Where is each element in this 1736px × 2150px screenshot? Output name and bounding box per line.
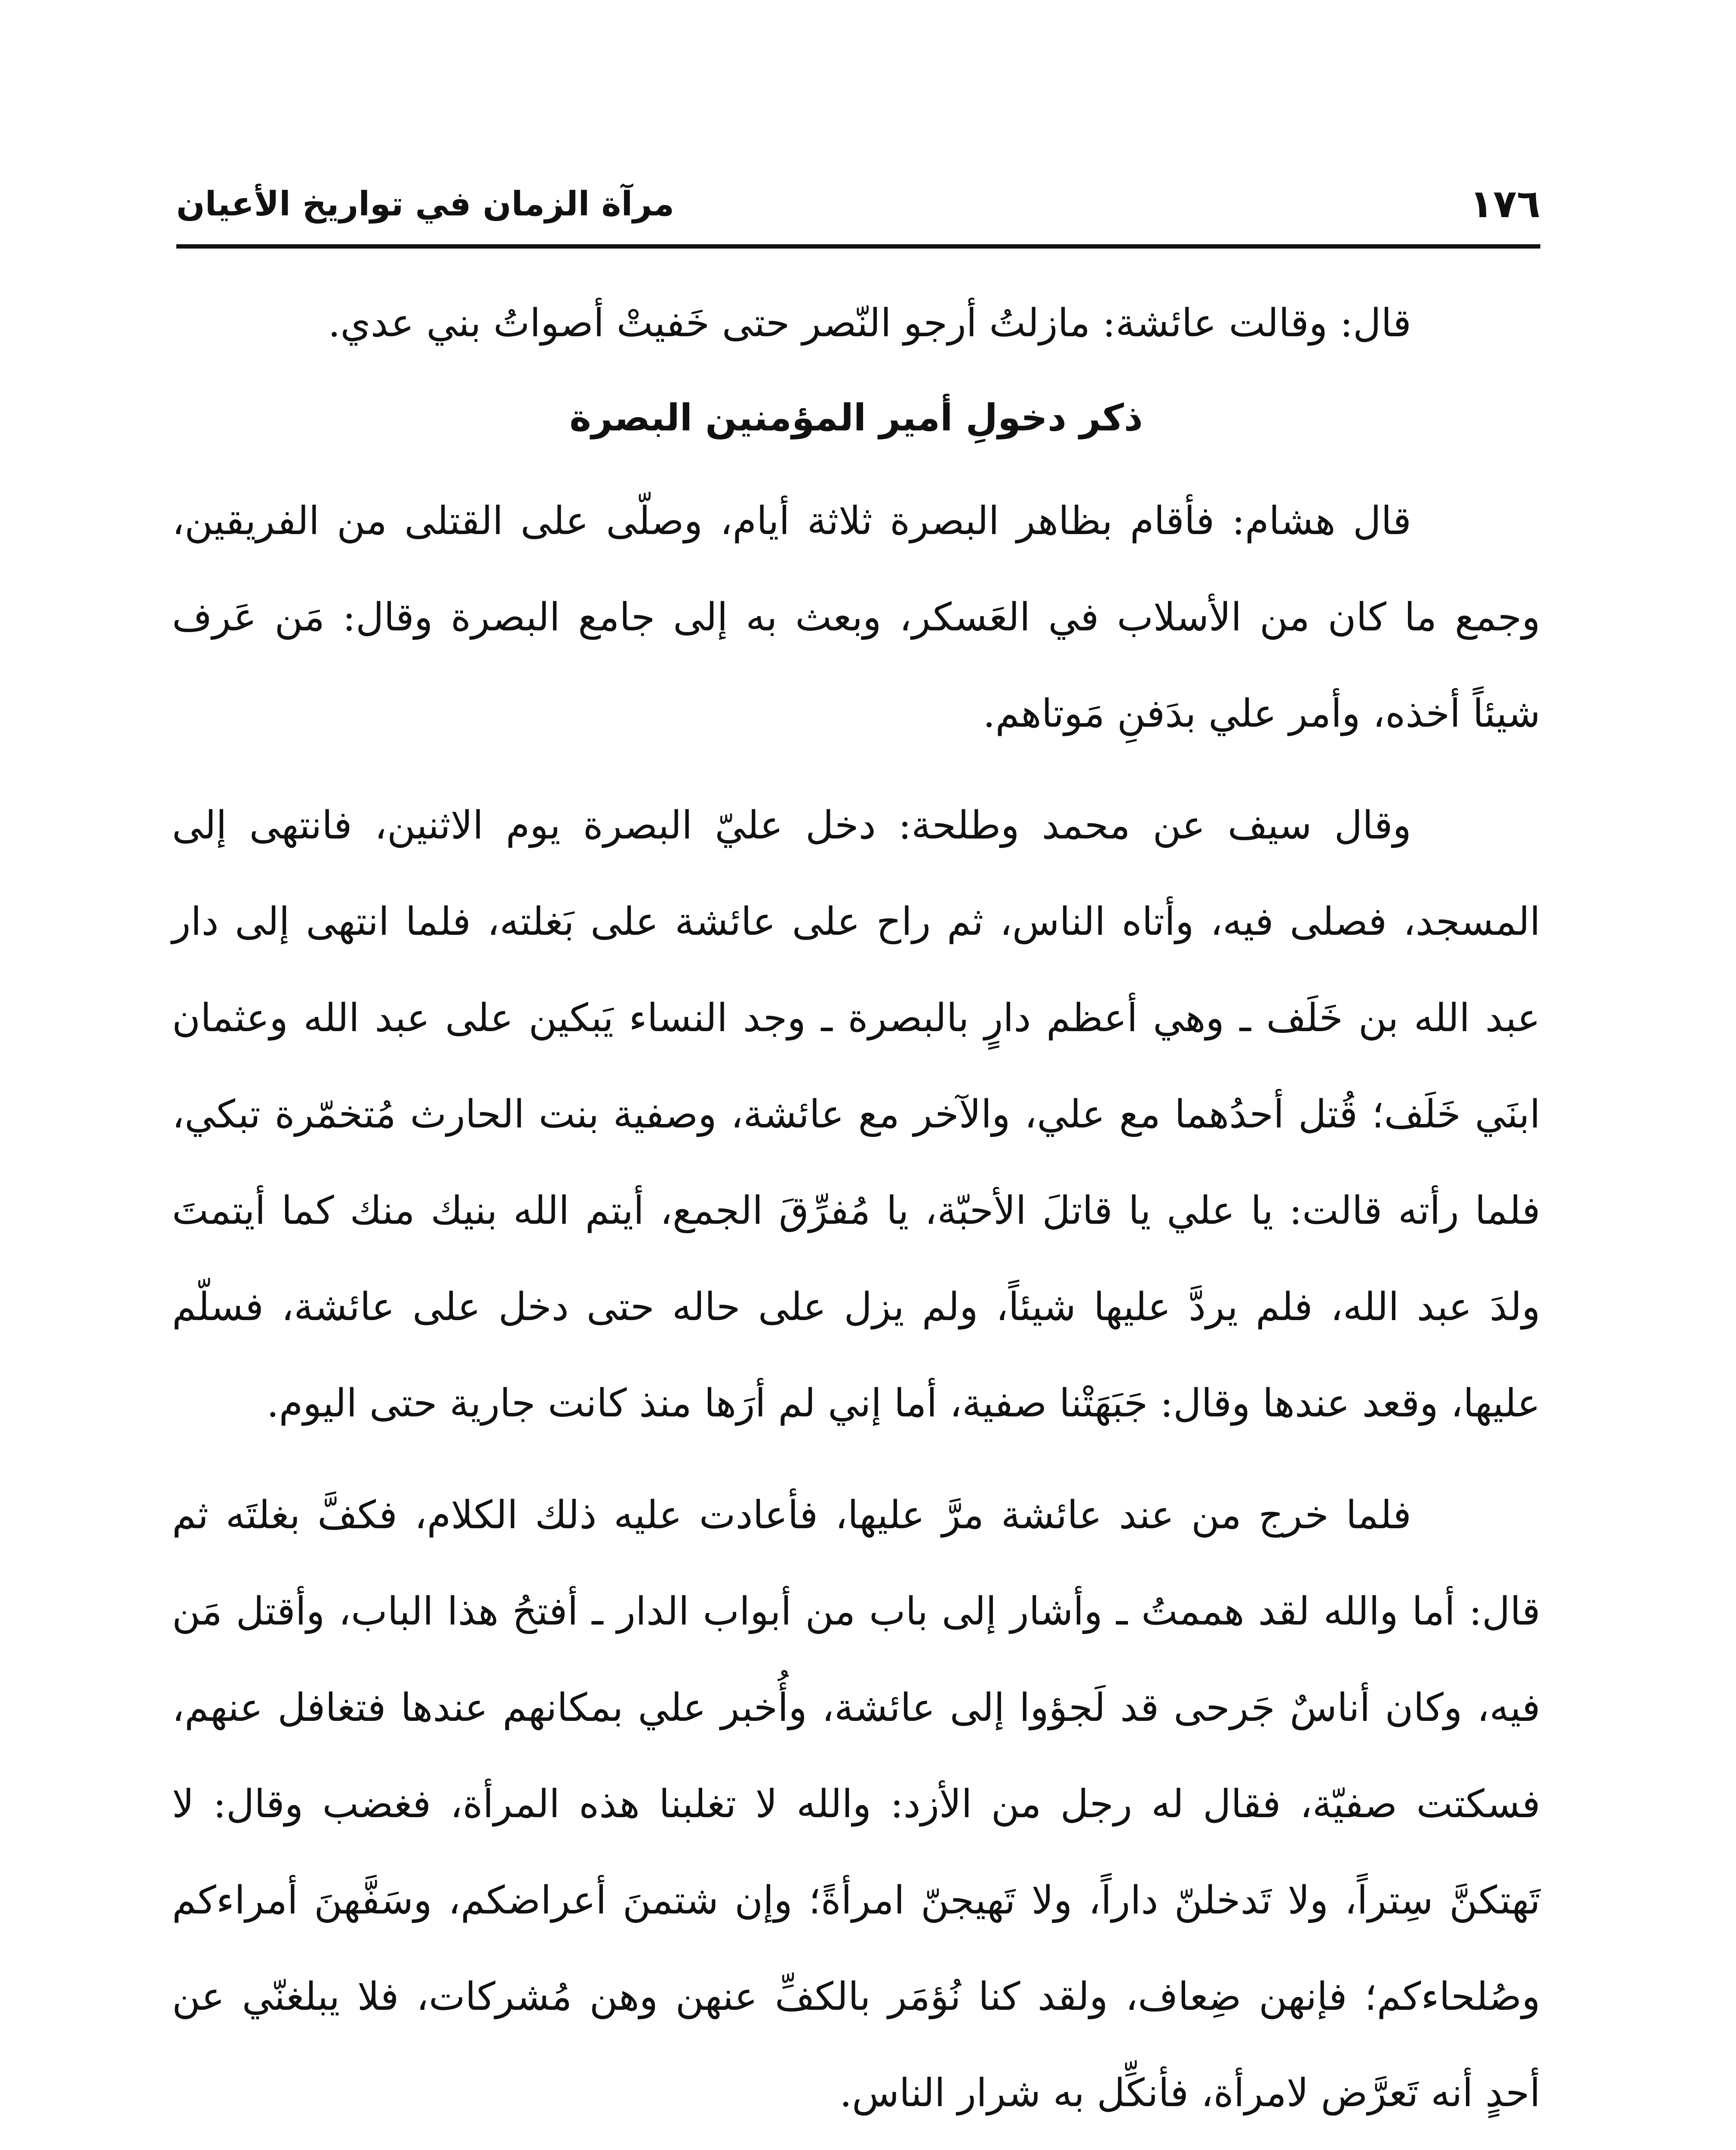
- section-heading: ذكر دخولِ أمير المؤمنين البصرة: [569, 396, 1143, 439]
- paragraph: فلما خرج من عند عائشة مرَّ عليها، فأعادت عليه ذلك الكلام، فكفَّ بغلتَه ثم قال: أما والله لقد هممتُ ـ وأشار إلى باب من أبواب الدار ـ أفتحُ هذا الباب، وأقتل مَن فيه، وكان أناسٌ جَرحى قد لَجؤوا إلى عائشة، وأُخبر علي بمكانهم عندها فتغافل عنهم، فسكتت صفيّة، فقال له رجل من الأزد: والله لا تغلبنا هذه المرأة، فغضب وقال: لا تَهتكنَّ سِتراً، ولا تَدخلنّ داراً، ولا تَهيجنّ امرأةً؛ وإن شتمنَ أعراضكم، وسَفَّهنَ أمراءكم وصُلحاءكم؛ فإنهن ضِعاف، ولقد كنا نُؤمَر بالكفِّ عنهن وهن مُشركات، فلا يبلغنّي عن أحدٍ أنه تَعرَّض لامرأة، فأنكِّل به شرار الناس.: [172, 1493, 1540, 2116]
- paragraph: قال: وقالت عائشة: مازلتُ أرجو النّصر حتى خَفيتْ أصواتُ بني عدي.: [328, 301, 1411, 346]
- paragraph: وقال سيف عن محمد وطلحة: دخل عليّ البصرة يوم الاثنين، فانتهى إلى المسجد، فصلى فيه، وأتاه الناس، ثم راح على عائشة على بَغلته، فلما انتهى إلى دار عبد الله بن خَلَف ـ وهي أعظم دارٍ بالبصرة ـ وجد النساء يَبكين على عبد الله وعثمان ابنَي خَلَف؛ قُتل أحدُهما مع علي، والآخر مع عائشة، وصفية بنت الحارث مُتخمّرة تبكي، فلما رأته قالت: يا علي يا قاتلَ الأحبّة، يا مُفرِّقَ الجمع، أيتم الله بنيك منك كما أيتمتَ ولدَ عبد الله، فلم يردَّ عليها شيئاً، ولم يزل على حاله حتى دخل على عائشة، فسلّم عليها، وقعد عندها وقال: جَبَهَتْنا صفية، أما إني لم أرَها منذ كانت جارية حتى اليوم.: [172, 803, 1541, 1426]
- page-body: [172, 275, 1540, 2150]
- header-divider: [176, 244, 1540, 249]
- page-header: [176, 172, 1540, 236]
- running-title: مرآة الزمان في تواريخ الأعيان: [176, 185, 675, 224]
- page-number: ١٧٦: [1469, 181, 1540, 227]
- paragraph: قال هشام: فأقام بظاهر البصرة ثلاثة أيام، وصلّى على القتلى من الفريقين، وجمع ما كان من الأسلاب في العَسكر، وبعث به إلى جامع البصرة وقال: مَن عَرف شيئاً أخذه، وأمر علي بدَفنِ مَوتاهم.: [172, 498, 1540, 736]
